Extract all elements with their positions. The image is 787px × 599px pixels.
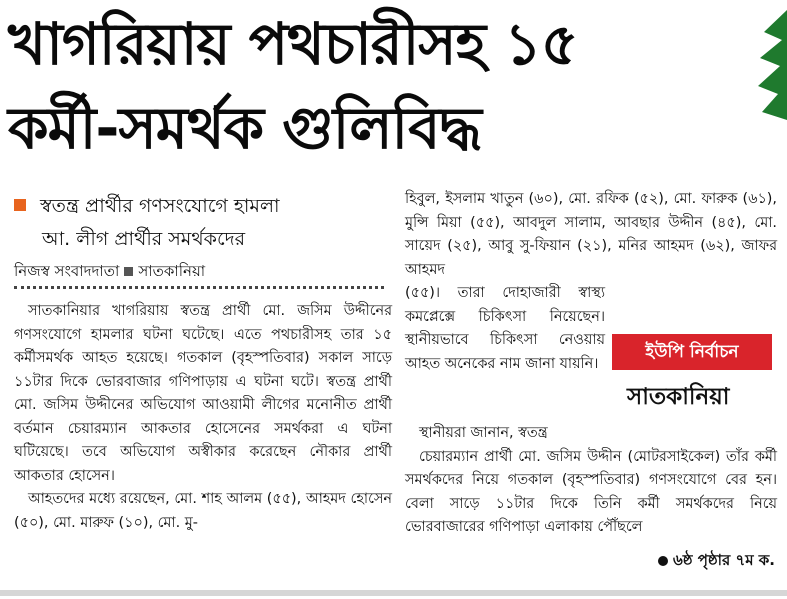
election-badge [612, 298, 787, 428]
bottom-rule [0, 590, 787, 596]
paragraph: আহতদের মধ্যে রয়েছেন, মো. শাহ আলম (৫৫), আহমদ হোসেন (৫০), মো. মারুফ (১০), মো. মু- [14, 491, 392, 531]
headline-line-2: কর্মী-সমর্থক গুলিবিদ্ধ [8, 94, 481, 162]
subhead-line-1: স্বতন্ত্র প্রার্থীর গণসংযোগে হামলা [40, 195, 280, 217]
byline-place: সাতকানিয়া [138, 262, 206, 280]
badge-subtitle: সাতকানিয়া [627, 384, 730, 410]
headline-line-1: খাগরিয়ায় পথচারীসহ ১৫ [8, 10, 578, 78]
dotted-divider [14, 286, 384, 289]
paragraph: স্থানীয়রা জানান, স্বতন্ত্র [419, 425, 548, 441]
green-star-decoration-icon [752, 0, 787, 130]
byline [14, 260, 205, 282]
paragraph: সাতকানিয়ার খাগরিয়ায় স্বতন্ত্র প্রার্থী মো. জসিম উদ্দীনের গণসংযোগে হামলার ঘটনা ঘটেছে। এতে পথচারীসহ তার ১৫ কর্মীসমর্থক আহত হয়েছে। গতকাল (বৃহস্পতিবার) সকাল সাড়ে ১১টার দিকে ভোরবাজার গণিপাড়ায় এ ঘটনা ঘটে। স্বতন্ত্র প্রার্থী মো. জসিম উদ্দীনের অভিযোগ আওয়ামী লীগের মনোনীত প্রার্থী বর্তমান চেয়ারম্যান আকতার হোসেনের সমর্থকরা এ ঘটনা ঘটিয়েছে। তবে অভিযোগ অস্বীকার করেছেন নৌকার প্রার্থী আকতার হোসেন। [14, 303, 392, 484]
headline [8, 2, 778, 170]
continued-on-page [658, 549, 775, 574]
subheadline [14, 190, 394, 256]
square-separator-icon [124, 267, 133, 276]
square-bullet-icon [14, 199, 26, 211]
article-column-1 [14, 300, 392, 535]
article-column-2-bottom [405, 422, 777, 540]
badge-label: ইউপি নির্বাচন [612, 334, 772, 370]
bullet-dot-icon [658, 556, 668, 566]
byline-reporter: নিজস্ব সংবাদদাতা [14, 262, 120, 280]
jump-text: ৬ষ্ঠ পৃষ্ঠার ৭ম ক. [672, 551, 775, 569]
paragraph: চেয়ারম্যান প্রার্থী মো. জসিম উদ্দীন (মোটরসাইকেল) তাঁর কর্মী সমর্থকদের নিয়ে গতকাল (বৃহস্পতিবার) গণসংযোগে বের হন। বেলা সাড়ে ১১টার দিকে তিনি কর্মী সমর্থকদের নিয়ে ভোরবাজারের গণিপাড়া এলাকায় পৌঁছলে [405, 448, 777, 535]
subhead-line-2: আ. লীগ প্রার্থীর সমর্থকদের [42, 228, 246, 250]
article-column-2-narrow: (৫৫)। তারা দোহাজারী স্বাস্থ্য কমপ্লেক্সে চিকিৎসা নিয়েছেন। স্থানীয়ভাবে চিকিৎসা নেওয়ায় আহত অনেকের নাম জানা যায়নি। [405, 285, 605, 372]
article-column-2-top: হিবুল, ইসলাম খাতুন (৬০), মো. রফিক (৫২), মো. ফারুক (৬১), মুন্সি মিয়া (৫৫), আবদুল সালাম, আবছার উদ্দীন (৪৫), মো. সায়েদ (২৫), আবু সু-ফিয়ান (২১), মনির আহমদ (৬২), জাফর আহমদ [405, 191, 777, 278]
